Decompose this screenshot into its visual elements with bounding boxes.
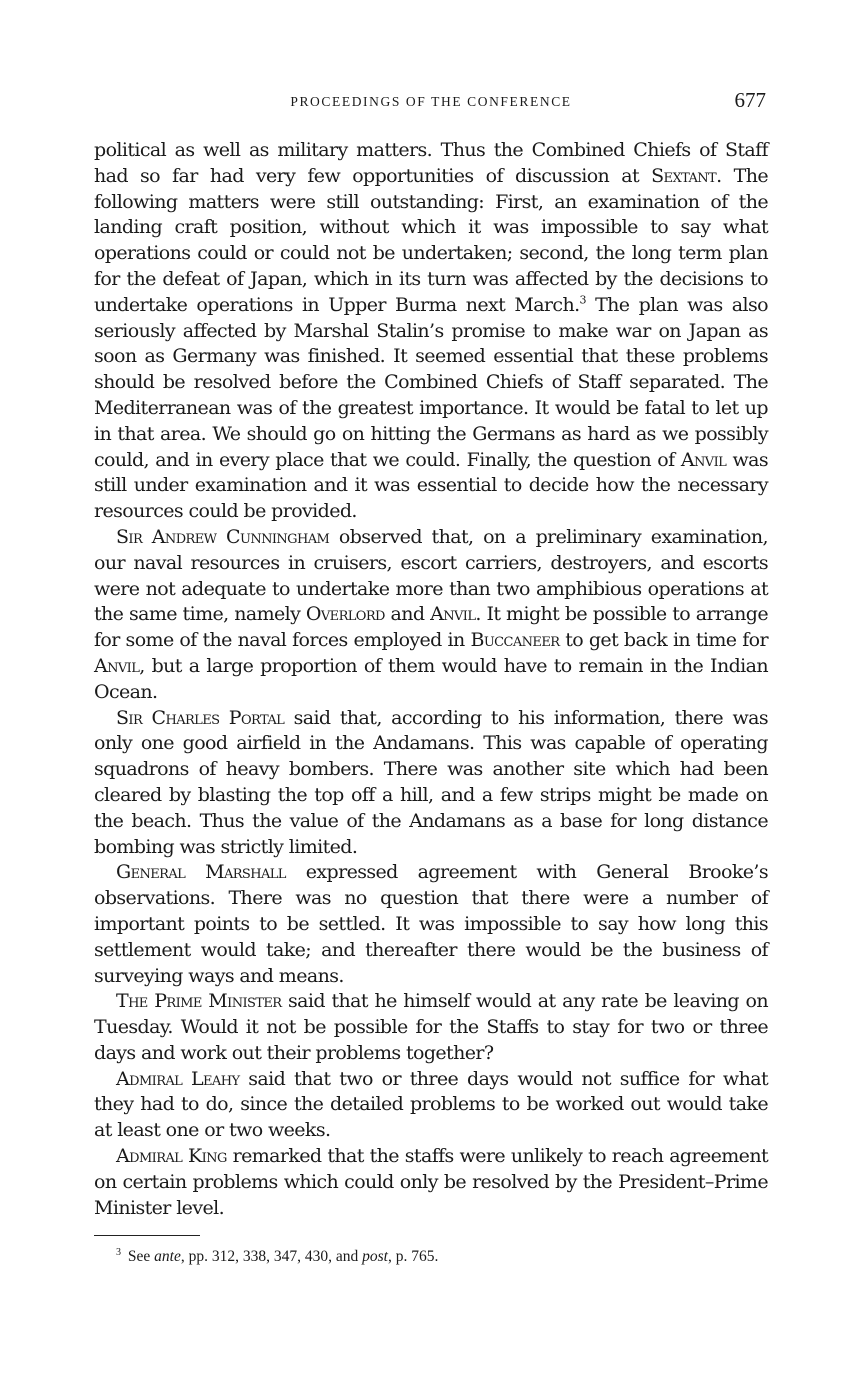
text-run: said that he himself would at any rate be leaving on Tuesday. Would it not be possible for the Staffs to stay for two or three days and work out their problems together? [94, 990, 769, 1064]
text-run: , p. 765. [387, 1248, 439, 1266]
speaker-name: Admiral King [116, 1145, 227, 1168]
code-name-sextant: Sextant [651, 164, 717, 187]
text-run: , but a large proportion of them would have to remain in the Indian Ocean. [94, 654, 768, 703]
text-run: expressed agreement with General Brooke’s observations. There was no question that there were a number of important points to be settled. It was impossible to say how long this settlement would take; and thereafter there would be the business of surveying ways and means. [94, 861, 769, 987]
text-run: said that two or three days would not suffice for what they had to do, since the detailed problems to be worked out would take at least one or two weeks. [94, 1067, 768, 1142]
page-number: 677 [734, 88, 766, 112]
text-run: . It might be possible to arrange for some of the naval forces employed in [94, 603, 769, 652]
speaker-name: General Marshall [116, 861, 286, 884]
running-header [94, 88, 768, 124]
text-run: to get back in time for [559, 629, 768, 652]
paragraph-3 [94, 706, 768, 861]
paragraph-5 [94, 989, 768, 1066]
paragraph-6 [94, 1067, 768, 1144]
speaker-name: Admiral Leahy [116, 1067, 240, 1090]
code-name-overlord: Overlord [305, 603, 385, 626]
text-run: remarked that the staffs were unlikely to reach agreement on certain problems which could only be resolved by the President–Prime Minister level. [94, 1145, 768, 1219]
code-name-buccaneer: Buccaneer [470, 629, 560, 652]
paragraph-1 [94, 138, 768, 525]
speaker-name: The Prime Minister [116, 990, 282, 1013]
running-title: PROCEEDINGS OF THE CONFERENCE [290, 94, 572, 109]
text-run: and [384, 603, 431, 626]
text-run: was still under examination and it was essential to decide how the necessary resources could be provided. [94, 448, 768, 523]
code-name-anvil: Anvil [94, 654, 140, 677]
speaker-name: Sir Charles Portal [116, 706, 285, 729]
text-run: , pp. 312, 338, 347, 430, and [180, 1248, 363, 1266]
code-name-anvil: Anvil [680, 448, 727, 471]
text-run: . The following matters were still outstanding: First, an examination of the landing craft position, without which it was impossible to say what operations could or could not be undertaken; second, the long term plan for the defeat of Japan, which in its turn was affected by the decisions to undertake operations in Upper Burma next March. [94, 164, 769, 316]
footnote-reference: 3 [579, 293, 586, 307]
paragraph-4 [94, 860, 768, 989]
speaker-name: Sir Andrew Cunningham [116, 525, 330, 548]
text-run: said that, according to his information, there was only one good airfield in the Andamans. This was capable of operating squadrons of heavy bombers. There was another site which had been cleared by blasting the top off a hill, and a few strips might be made on the beach. Thus the value of the Andamans as a base for long distance bombing was strictly limited. [94, 706, 769, 858]
text-run: The plan was also seriously affected by Marshal Stalin’s promise to make war on Japan as soon as Germany was finished. It seemed essential that these problems should be resolved before the Combined Chiefs of Staff separated. The Mediterranean was of the greatest importance. It would be fatal to let up in that area. We should go on hitting the Germans as hard as we possibly could, and in every place that we could. Finally, the question of [94, 293, 768, 471]
body-text [94, 138, 768, 1221]
footnote-3 [94, 1248, 768, 1266]
footnote-mark: 3 [116, 1247, 121, 1259]
code-name-anvil: Anvil [430, 603, 476, 626]
italic-ante: ante [154, 1248, 181, 1266]
text-run: See [124, 1248, 155, 1266]
italic-post: post [362, 1248, 388, 1266]
paragraph-2 [94, 525, 768, 706]
paragraph-7 [94, 1144, 768, 1221]
document-page [94, 88, 768, 1266]
text-run: observed that, on a preliminary examination, our naval resources in cruisers, escort carriers, destroyers, and escorts were not adequate to undertake more than two amphibious operations at the same time, namely [94, 525, 768, 626]
text-run: political as well as military matters. Thus the Combined Chiefs of Staff had so far had very few opportunities of discussion at [94, 139, 768, 187]
footnote-divider [94, 1235, 200, 1236]
